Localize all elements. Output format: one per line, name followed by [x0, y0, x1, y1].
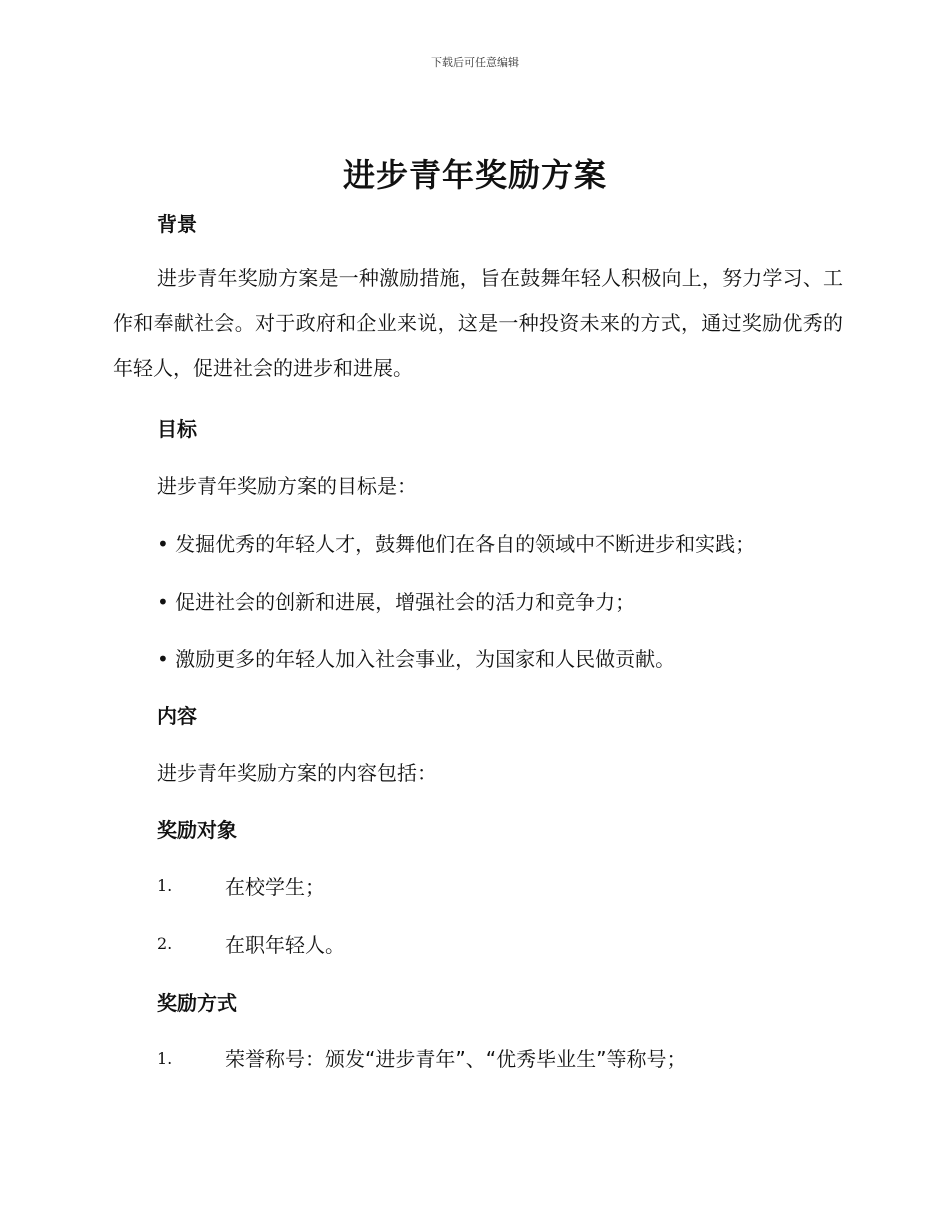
goal-intro: 进步青年奖励方案的目标是：: [157, 474, 417, 498]
section-heading-background: 背景: [157, 212, 197, 236]
section-heading-content: 内容: [157, 704, 197, 728]
goal-bullet-1: • 发掘优秀的年轻人才，鼓舞他们在各自的领域中不断进步和实践；: [157, 532, 756, 556]
section-heading-targets: 奖励对象: [157, 818, 237, 842]
list-item-number: 1.: [157, 1049, 173, 1068]
section-heading-goal: 目标: [157, 417, 197, 441]
list-item-text: 在职年轻人。: [225, 933, 345, 957]
list-item-number: 2.: [157, 934, 173, 953]
content-intro: 进步青年奖励方案的内容包括：: [157, 761, 437, 785]
section-heading-methods: 奖励方式: [157, 991, 237, 1015]
list-item-text: 荣誉称号：颁发“进步青年”、“优秀毕业生”等称号；: [225, 1047, 687, 1071]
background-paragraph: 进步青年奖励方案是一种激励措施，旨在鼓舞年轻人积极向上，努力学习、工作和奉献社会。对于政府和企业来说，这是一种投资未来的方式，通过奖励优秀的年轻人，促进社会的进步和进展。: [113, 266, 843, 380]
goal-bullet-2: • 促进社会的创新和进展，增强社会的活力和竞争力；: [157, 590, 636, 614]
document-title: 进步青年奖励方案: [342, 156, 607, 194]
list-item-text: 在校学生；: [225, 875, 325, 899]
header-note: 下载后可任意编辑: [431, 56, 519, 69]
goal-bullet-3: • 激励更多的年轻人加入社会事业，为国家和人民做贡献。: [157, 647, 676, 671]
list-item-number: 1.: [157, 876, 173, 895]
